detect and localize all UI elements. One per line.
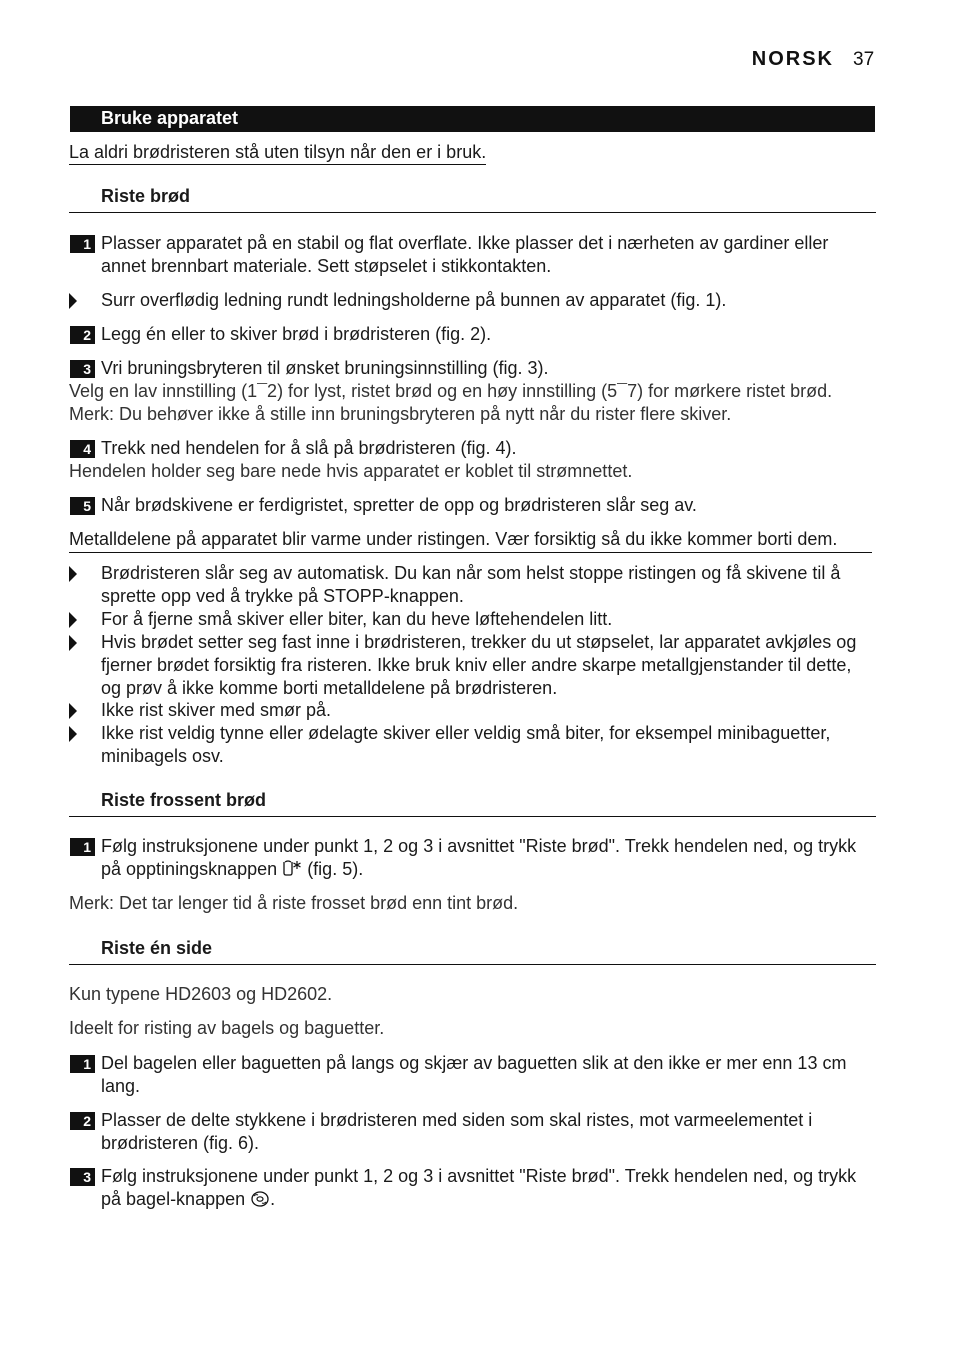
header-language: NORSK (751, 48, 834, 70)
step-text: Vri bruningsbryteren til ønsket bruningsinnstilling (fig. 3). (101, 358, 549, 378)
bullet-arrow-icon (69, 293, 79, 309)
step-number-badge: 3 (70, 360, 95, 378)
step-text: Når brødskivene er ferdigristet, spretter de opp og brødristeren slår seg av. (101, 495, 697, 515)
bullet-arrow-icon (69, 703, 79, 719)
step-number-badge: 5 (70, 497, 95, 515)
bullet-text: Hvis brødet setter seg fast inne i brødristeren, trekker du ut støpselet, lar apparatet avkjøles og fjerner brødet forsiktig fra risteren. Ikke bruk kniv eller andre skarpe metallgjenstander til dette, og prøv å ikke komme borti metalldelene på brødristeren. (101, 632, 857, 698)
bullet-arrow-icon (69, 612, 79, 628)
subheading-label: Riste én side (101, 938, 213, 958)
step-note: Velg en lav innstilling (1¯2) for lyst, ristet brød og en høy innstilling (5¯7) for mørkere ristet brød. (69, 381, 833, 401)
step-number-badge: 2 (70, 1112, 95, 1130)
bullet-arrow-icon (69, 566, 79, 582)
step-number-badge: 1 (70, 235, 95, 253)
bullet-arrow-icon (69, 726, 79, 742)
warning-text: Metalldelene på apparatet blir varme under ristingen. Vær forsiktig så du ikke kommer borti dem. (69, 528, 872, 553)
step-note: Hendelen holder seg bare nede hvis apparatet er koblet til strømnettet. (69, 461, 633, 481)
subheading-riste-frossent-brod (69, 790, 876, 817)
subheading-riste-brod (69, 186, 876, 213)
step-text: Følg instruksjonene under punkt 1, 2 og 3 i avsnittet "Riste brød". Trekk hendelen ned, og trykk på bagel-knappen . (101, 1165, 876, 1214)
subheading-label: Riste brød (101, 186, 191, 206)
note-text: Merk: Det tar lenger tid å riste frosset brød enn tint brød. (69, 893, 519, 913)
step-text: Plasser apparatet på en stabil og flat overflate. Ikke plasser det i nærheten av gardiner eller annet brennbart materiale. Sett støpselet i stikkontakten. (101, 233, 829, 276)
step-text: Plasser de delte stykkene i brødristeren med siden som skal ristes, mot varmeelementet i brødristeren (fig. 6). (101, 1110, 813, 1153)
bullet-text: Surr overflødig ledning rundt ledningsholderne på bunnen av apparatet (fig. 1). (101, 290, 727, 310)
bagel-icon (250, 1190, 270, 1214)
step-number-badge: 1 (70, 1055, 95, 1073)
step-text: Del bagelen eller baguetten på langs og skjær av baguetten slik at den ikke er mer enn 13 cm lang. (101, 1053, 847, 1096)
section-title: Bruke apparatet (101, 108, 239, 128)
bullet-arrow-icon (69, 635, 79, 651)
step-number-badge: 2 (70, 326, 95, 344)
bullet-text: Ikke rist skiver med smør på. (101, 700, 332, 720)
step-number-badge: 1 (70, 838, 95, 856)
step-text: Følg instruksjonene under punkt 1, 2 og 3 i avsnittet "Riste brød". Trekk hendelen ned, og trykk på opptiningsknappen (fig. 5). (101, 835, 876, 883)
bullet-text: Ikke rist veldig tynne eller ødelagte skiver eller veldig små biter, for eksempel minibaguetter, minibagels osv. (101, 723, 831, 766)
section-title-bar (70, 106, 875, 132)
subheading-label: Riste frossent brød (101, 790, 267, 810)
step-number-badge: 3 (70, 1168, 95, 1186)
page-number: 37 (853, 49, 875, 70)
bullet-text: Brødristeren slår seg av automatisk. Du kan når som helst stoppe ristingen og få skivene til å sprette opp ved å trykke på STOPP-knappen. (101, 563, 841, 606)
note-text: Kun typene HD2603 og HD2602. (69, 984, 333, 1004)
note-text: Ideelt for risting av bagels og baguetter. (69, 1018, 385, 1038)
defrost-icon (282, 859, 302, 883)
subheading-riste-en-side (69, 938, 876, 965)
step-number-badge: 4 (70, 440, 95, 458)
step-text: Trekk ned hendelen for å slå på brødristeren (fig. 4). (101, 438, 517, 458)
step-text: Legg én eller to skiver brød i brødristeren (fig. 2). (101, 324, 492, 344)
intro-warning: La aldri brødristeren stå uten tilsyn når den er i bruk. (69, 142, 486, 165)
bullet-text: For å fjerne små skiver eller biter, kan du heve løftehendelen litt. (101, 609, 613, 629)
step-note: Merk: Du behøver ikke å stille inn bruningsbryteren på nytt når du rister flere skiver. (69, 404, 732, 424)
